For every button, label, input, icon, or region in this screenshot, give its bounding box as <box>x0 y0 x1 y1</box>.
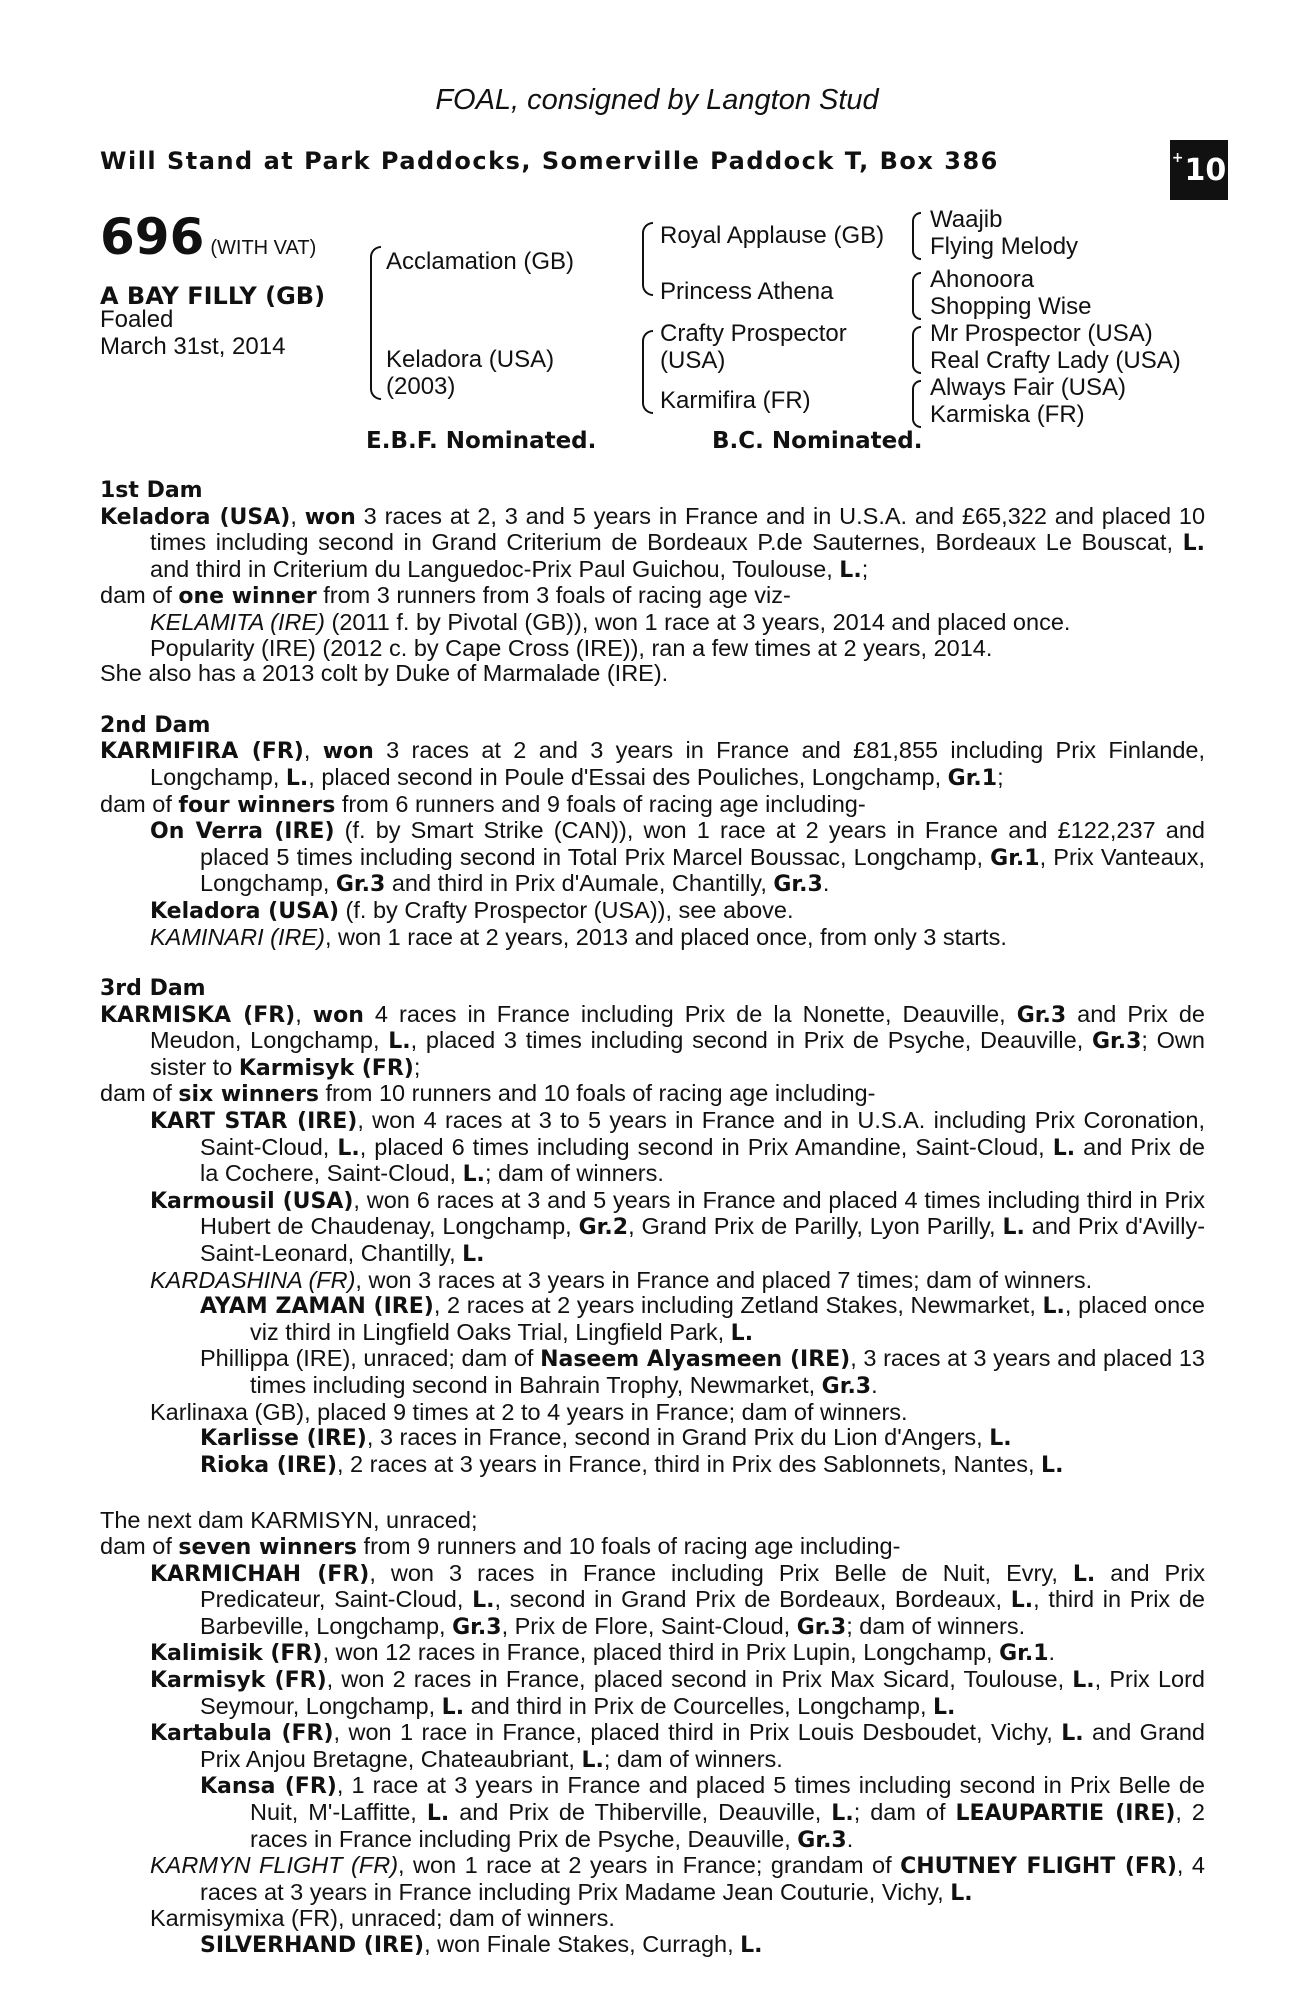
second-dam-record: KARMIFIRA (FR), won 3 races at 2 and 3 years in France and £81,855 including Prix Finlande, Longchamp, L., placed second in Poule d'Essai des Pouliches, Longchamp, Gr.1; <box>100 737 1206 791</box>
third-dam-record: KARMISKA (FR), won 4 races in France including Prix de la Nonette, Deauville, Gr.3 and Prix de Meudon, Longchamp, L., placed 3 times including second in Prix de Psyche, Deauville, Gr.3; Own sister to Karmisyk (FR); <box>100 1000 1205 1081</box>
second-dam-foal-3: KAMINARI (IRE), won 1 race at 2 years, 2013 and placed once, from only 3 starts. <box>150 923 1007 950</box>
third-dam-grandfoal-1: AYAM ZAMAN (IRE), 2 races at 2 years including Zetland Stakes, Newmarket, L., placed once viz third in Lingfield Oaks Trial, Lingfield Park, L. <box>200 1292 1205 1346</box>
fourth-dam-foal-2: Kalimisik (FR), won 12 races in France, placed third in Prix Lupin, Longchamp, Gr.1. <box>150 1639 1056 1667</box>
third-dam-foal-2: Karmousil (USA), won 6 races at 3 and 5 years in France and placed 4 times including third in Prix Hubert de Chaudenay, Longchamp, Gr.2, Grand Prix de Parilly, Lyon Parilly, L. and Prix d'Avilly-Saint-Leonard, Chantilly, L. <box>150 1186 1206 1268</box>
produce-record <box>100 478 1205 1958</box>
dam-dam-sire: Always Fair (USA) <box>930 374 1127 401</box>
lot-badge <box>1170 140 1228 200</box>
third-dam-heading: 3rd Dam <box>100 976 206 1002</box>
first-dam-foal-2: Popularity (IRE) (2012 c. by Cape Cross (IRE)), ran a few times at 2 years, 2014. <box>150 634 993 661</box>
dam-dam: Karmifira (FR) <box>660 387 811 414</box>
second-dam-foal-1: On Verra (IRE) (f. by Smart Strike (CAN)), won 1 race at 2 years in France and £122,237 and placed 5 times including second in Total Prix Marcel Boussac, Longchamp, Gr.1, Prix Vanteaux, Longchamp, Gr.3 and third in Prix d'Aumale, Chantilly, Gr.3. <box>150 817 1205 898</box>
badge-number: 10 <box>1184 152 1227 188</box>
second-dam-heading: 2nd Dam <box>100 712 211 738</box>
third-dam-grandfoal-2: Phillippa (IRE), unraced; dam of Naseem Alyasmeen (IRE), 3 races at 3 years and placed 13 times including second in Bahrain Trophy, Newmarket, Gr.3. <box>200 1345 1205 1399</box>
dam-sire-line2: (USA) <box>660 347 726 374</box>
brace-dd <box>912 380 921 428</box>
dam-year: (2003) <box>386 373 456 400</box>
dam-sire-dam: Real Crafty Lady (USA) <box>930 347 1181 374</box>
sire-sire-sire: Waajib <box>930 206 1003 233</box>
third-dam-produce: dam of six winners from 10 runners and 10 foals of racing age including- <box>100 1080 876 1108</box>
dam-sire-sire: Mr Prospector (USA) <box>930 320 1153 347</box>
fourth-dam-produce: dam of seven winners from 9 runners and 10 foals of racing age including- <box>100 1532 901 1560</box>
brace-ds <box>912 326 921 374</box>
fourth-dam-foal-4: Kartabula (FR), won 1 race in France, placed third in Prix Louis Desboudet, Vichy, L. and Grand Prix Anjou Bretagne, Chateaubriant, L.; dam of winners. <box>150 1719 1205 1773</box>
brace-sd <box>912 272 921 320</box>
second-dam-foal-2: Keladora (USA) (f. by Crafty Prospector (USA)), see above. <box>150 896 794 924</box>
lot-number: 696 <box>100 208 205 266</box>
brace-generation-1 <box>370 246 381 400</box>
sire-sire: Royal Applause (GB) <box>660 222 885 249</box>
second-dam-produce: dam of four winners from 6 runners and 9 foals of racing age including- <box>100 790 866 818</box>
third-dam-grandfoal-3: Karlisse (IRE), 3 races in France, second in Grand Prix du Lion d'Angers, L. <box>200 1424 1012 1452</box>
sire-dam: Princess Athena <box>660 278 834 305</box>
first-dam-heading: 1st Dam <box>100 478 203 503</box>
badge-plus: + <box>1171 150 1184 166</box>
first-dam-record: Keladora (USA), won 3 races at 2, 3 and 5 years in France and in U.S.A. and £65,322 and placed 10 times including second in Grand Criterium de Bordeaux P.de Sauternes, Bordeaux Le Bouscat, L. and third in Criterium du Languedoc-Prix Paul Guichou, Toulouse, L.; <box>100 502 1206 583</box>
sire-dam-dam: Shopping Wise <box>930 293 1092 320</box>
first-dam-name: Keladora (USA) <box>100 504 291 530</box>
fourth-dam-foal-3: Karmisyk (FR), won 2 races in France, placed second in Prix Max Sicard, Toulouse, L., Prix Lord Seymour, Longchamp, L. and third in Prix de Courcelles, Longchamp, L. <box>150 1665 1205 1720</box>
foaled-label: Foaled <box>100 306 174 333</box>
first-dam-also: She also has a 2013 colt by Duke of Marmalade (IRE). <box>100 660 669 687</box>
first-dam-foal-1: KELAMITA (IRE) (2011 f. by Pivotal (GB)), won 1 race at 3 years, 2014 and placed once. <box>150 608 1071 635</box>
brace-sire-parents <box>642 222 653 296</box>
fourth-dam-foal-6: Karmisymixa (FR), unraced; dam of winners. <box>150 1905 615 1932</box>
second-dam-name: KARMIFIRA (FR) <box>100 739 304 765</box>
sire-sire-dam: Flying Melody <box>930 233 1079 260</box>
fourth-dam-intro: The next dam KARMISYN, unraced; <box>100 1507 478 1534</box>
first-dam-produce: dam of one winner from 3 runners from 3 foals of racing age viz- <box>100 582 791 610</box>
third-dam-grandfoal-4: Rioka (IRE), 2 races at 3 years in France, third in Prix des Sablonnets, Nantes, L. <box>200 1450 1064 1478</box>
dam-sire-line1: Crafty Prospector <box>660 320 847 347</box>
ebf-nominated: E.B.F. Nominated. <box>366 428 597 454</box>
bc-nominated: B.C. Nominated. <box>712 428 923 454</box>
won-label: won <box>304 504 356 530</box>
fourth-dam-grandfoal-2: SILVERHAND (IRE), won Finale Stakes, Curragh, L. <box>200 1930 763 1958</box>
sire: Acclamation (GB) <box>386 248 575 275</box>
third-dam-name: KARMISKA (FR) <box>100 1002 296 1028</box>
third-dam-foal-4: Karlinaxa (GB), placed 9 times at 2 to 4 years in France; dam of winners. <box>150 1398 908 1425</box>
lot-heading <box>100 208 316 266</box>
sire-dam-sire: Ahonoora <box>930 266 1035 293</box>
foaled-date: March 31st, 2014 <box>100 333 286 360</box>
dam-dam-dam: Karmiska (FR) <box>930 401 1085 428</box>
foaled-info <box>100 306 285 360</box>
fourth-dam-foal-5: KARMYN FLIGHT (FR), won 1 race at 2 years in France; grandam of CHUTNEY FLIGHT (FR), 4 races at 3 years in France including Prix Madame Jean Couturie, Vichy, L. <box>150 1852 1205 1906</box>
third-dam-foal-1: KART STAR (IRE), won 4 races at 3 to 5 years in France and in U.S.A. including Prix Coronation, Saint-Cloud, L., placed 6 times including second in Prix Amandine, Saint-Cloud, L. and Prix de la Cochere, Saint-Cloud, L.; dam of winners. <box>150 1107 1205 1188</box>
lot-vat: (WITH VAT) <box>210 237 317 259</box>
fourth-dam-grandfoal-1: Kansa (FR), 1 race at 3 years in France and placed 5 times including second in Prix Belle de Nuit, M'-Laffitte, L. and Prix de Thiberville, Deauville, L.; dam of LEAUPARTIE (IRE), 2 races in France including Prix de Psyche, Deauville, Gr.3. <box>200 1772 1205 1853</box>
dam: Keladora (USA) <box>386 346 555 373</box>
brace-ss <box>912 212 921 260</box>
lot-title: A BAY FILLY (GB) <box>100 282 326 310</box>
consignment-line: FOAL, consigned by Langton Stud <box>435 84 879 116</box>
stand-location: Will Stand at Park Paddocks, Somerville Paddock T, Box 386 <box>100 147 999 175</box>
brace-dam-parents <box>642 330 653 414</box>
fourth-dam-foal-1: KARMICHAH (FR), won 3 races in France including Prix Belle de Nuit, Evry, L. and Prix Predicateur, Saint-Cloud, L., second in Grand Prix de Bordeaux, Bordeaux, L., third in Prix de Barbeville, Longchamp, Gr.3, Prix de Flore, Saint-Cloud, Gr.3; dam of winners. <box>150 1559 1205 1640</box>
third-dam-foal-3: KARDASHINA (FR), won 3 races at 3 years in France and placed 7 times; dam of winners. <box>150 1266 1093 1293</box>
